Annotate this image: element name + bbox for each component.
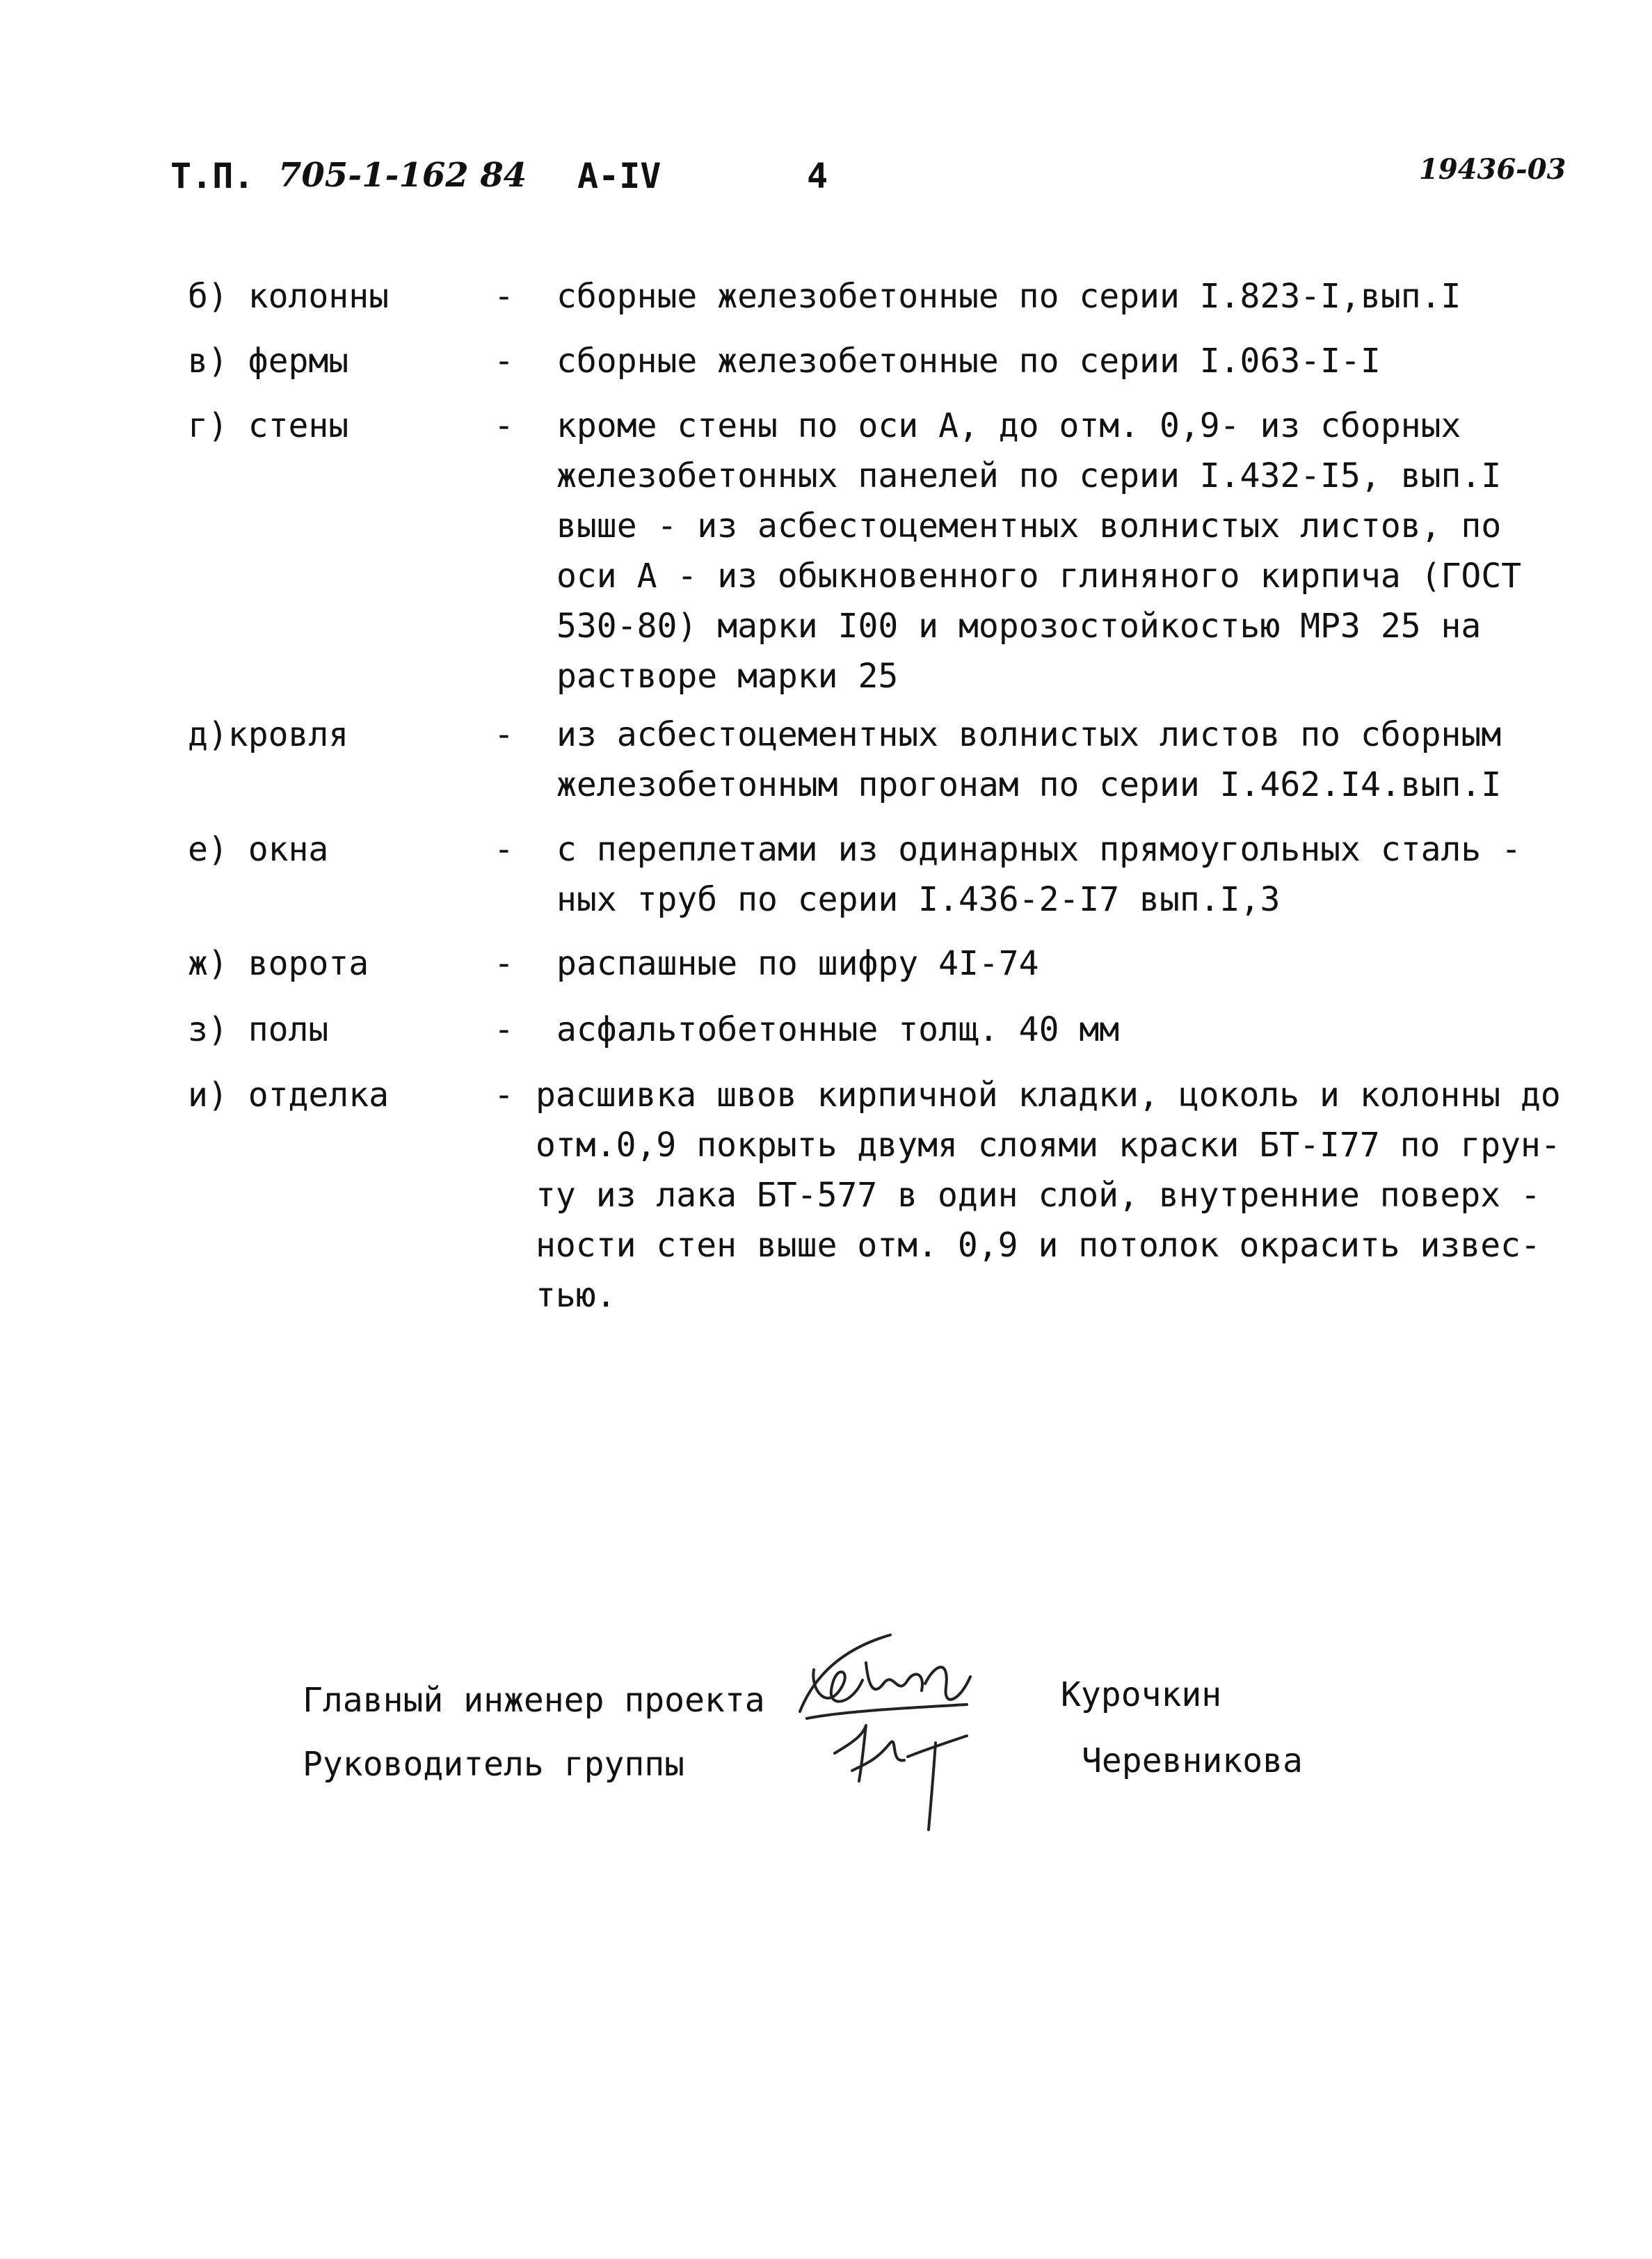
item-line: тью.	[536, 1276, 616, 1315]
item-line: железобетонных панелей по серии I.432-I5, вып.I	[556, 456, 1502, 495]
item-label: б) колонны	[188, 277, 389, 316]
section-code: А-IV	[577, 156, 661, 196]
item-dash: -	[494, 944, 514, 983]
item-line: асфальтобетонные толщ. 40 мм	[556, 1010, 1120, 1049]
item-label: д)кровля	[188, 715, 349, 754]
doc-type-label: Т.П.	[170, 156, 255, 196]
item-line: с переплетами из одинарных прямоугольных сталь -	[556, 830, 1522, 869]
chief-engineer-name: Курочкин	[1061, 1675, 1222, 1714]
item-line: растворе марки 25	[556, 657, 899, 696]
item-line: ных труб по серии I.436-2-I7 вып.I,3	[556, 880, 1281, 919]
item-label: ж) ворота	[188, 944, 369, 983]
item-dash: -	[494, 277, 514, 316]
handwritten-signature	[786, 1621, 1016, 1844]
item-text	[556, 1005, 1119, 1055]
item-text	[556, 271, 1461, 321]
page-number: 4	[807, 156, 828, 196]
item-text	[556, 824, 1521, 925]
item-dash: -	[494, 1010, 514, 1049]
item-text	[556, 939, 1039, 989]
item-line: отм.0,9 покрыть двумя слоями краски БТ-I77 по грун-	[536, 1126, 1561, 1165]
item-line: ности стен выше отм. 0,9 и потолок окрасить извес-	[536, 1226, 1541, 1265]
item-dash: -	[494, 342, 514, 381]
item-line: распашные по шифру 4I-74	[556, 944, 1039, 983]
group-leader-title: Руководитель группы	[303, 1745, 685, 1784]
item-line: кроме стены по оси А, до отм. 0,9- из сборных	[556, 406, 1461, 445]
group-leader-name: Черевникова	[1082, 1741, 1303, 1780]
item-line: железобетонным прогонам по серии I.462.I4.вып.I	[556, 765, 1502, 804]
item-dash: -	[494, 406, 514, 445]
item-dash: -	[494, 1076, 514, 1115]
item-line: сборные железобетонные по серии I.823-I,вып.I	[556, 277, 1461, 316]
item-text	[556, 710, 1501, 810]
item-label: и) отделка	[188, 1076, 389, 1115]
item-line: расшивка швов кирпичной кладки, цоколь и колонны до	[536, 1076, 1561, 1115]
item-line: выше - из асбестоцементных волнистых листов, по	[556, 506, 1502, 545]
item-text	[556, 401, 1521, 701]
item-label: з) полы	[188, 1010, 329, 1049]
item-label: г) стены	[188, 406, 349, 445]
item-line: 530-80) марки I00 и морозостойкостью МРЗ 25 на	[556, 607, 1482, 646]
item-label: в) фермы	[188, 342, 349, 381]
archive-number: 19436-03	[1419, 153, 1566, 186]
item-line: оси А - из обыкновенного глиняного кирпича (ГОСТ	[556, 557, 1522, 596]
project-code: 705-1-162 84	[278, 156, 527, 195]
item-text	[536, 1070, 1561, 1320]
item-dash: -	[494, 715, 514, 754]
item-label: е) окна	[188, 830, 329, 869]
item-line: сборные железобетонные по серии I.063-I-I	[556, 342, 1381, 381]
item-line: из асбестоцементных волнистых листов по сборным	[556, 715, 1502, 754]
chief-engineer-title: Главный инженер проекта	[303, 1681, 765, 1720]
item-dash: -	[494, 830, 514, 869]
item-text	[556, 336, 1381, 386]
item-line: ту из лака БТ-577 в один слой, внутренние поверх -	[536, 1176, 1541, 1215]
